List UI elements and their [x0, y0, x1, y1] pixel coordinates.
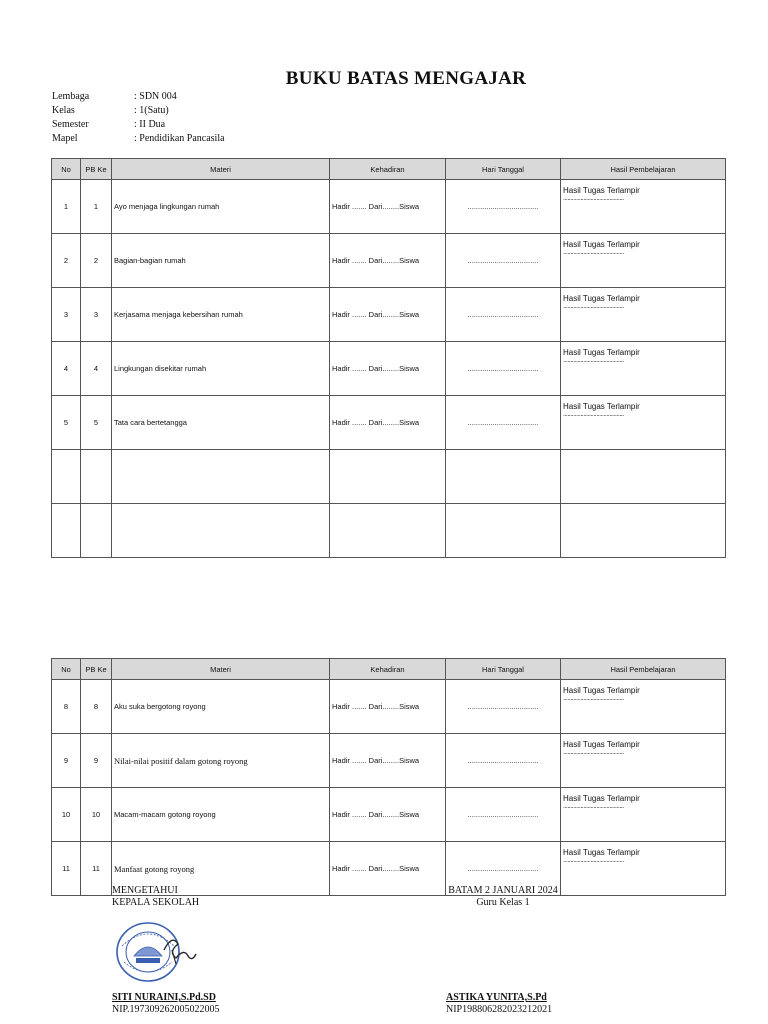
- cell-hasil: [561, 450, 726, 504]
- table-row: [52, 234, 726, 288]
- table-row: [52, 734, 726, 788]
- cell-pb: 3: [81, 288, 112, 342]
- hasil-label: Hasil Tugas Terlampir: [563, 402, 640, 411]
- cell-hasil: [561, 680, 726, 734]
- cell-no: 2: [52, 234, 81, 288]
- hasil-label: Hasil Tugas Terlampir: [563, 186, 640, 195]
- cell-materi: Bagian-bagian rumah: [112, 234, 330, 288]
- cell-kehadiran: Hadir ....... Dari........Siswa: [330, 788, 446, 842]
- hasil-dots: ..........................................: [563, 749, 624, 756]
- cell-pb: 5: [81, 396, 112, 450]
- teaching-table-1: [51, 158, 726, 558]
- teaching-table-2: [51, 658, 726, 896]
- hasil-dots: ..........................................: [563, 303, 624, 310]
- cell-no: 10: [52, 788, 81, 842]
- cell-hasil: [561, 288, 726, 342]
- hasil-label: Hasil Tugas Terlampir: [563, 348, 640, 357]
- cell-pb: 8: [81, 680, 112, 734]
- cell-tanggal: [446, 504, 561, 558]
- table-row: [52, 288, 726, 342]
- column-header: Kehadiran: [330, 659, 446, 680]
- cell-kehadiran: Hadir ....... Dari........Siswa: [330, 288, 446, 342]
- cell-pb: [81, 450, 112, 504]
- cell-kehadiran: [330, 450, 446, 504]
- cell-kehadiran: Hadir ....... Dari........Siswa: [330, 680, 446, 734]
- cell-tanggal: ..................................: [446, 734, 561, 788]
- table-row: [52, 396, 726, 450]
- column-header: Kehadiran: [330, 159, 446, 180]
- cell-kehadiran: Hadir ....... Dari........Siswa: [330, 734, 446, 788]
- cell-materi: [112, 504, 330, 558]
- column-header: Hari Tanggal: [446, 159, 561, 180]
- meta-row-mapel: Mapel : Pendidikan Pancasila: [52, 133, 225, 144]
- table-row: [52, 180, 726, 234]
- cell-kehadiran: [330, 504, 446, 558]
- cell-materi: Lingkungan disekitar rumah: [112, 342, 330, 396]
- cell-no: 1: [52, 180, 81, 234]
- cell-hasil: [561, 842, 726, 896]
- column-header: Hari Tanggal: [446, 659, 561, 680]
- cell-no: 9: [52, 734, 81, 788]
- column-header: Hasil Pembelajaran: [561, 159, 726, 180]
- cell-hasil: [561, 396, 726, 450]
- cell-hasil: [561, 342, 726, 396]
- cell-materi: Kerjasama menjaga kebersihan rumah: [112, 288, 330, 342]
- hasil-label: Hasil Tugas Terlampir: [563, 740, 640, 749]
- meta-info: [52, 90, 225, 146]
- column-header: Materi: [112, 659, 330, 680]
- column-header: PB Ke: [81, 159, 112, 180]
- hasil-dots: ..........................................: [563, 411, 624, 418]
- table-header-row: [52, 659, 726, 680]
- school-stamp-icon: [114, 920, 198, 984]
- column-header: No: [52, 659, 81, 680]
- cell-materi: Nilai-nilai positif dalam gotong royong: [112, 734, 330, 788]
- cell-pb: 11: [81, 842, 112, 896]
- cell-kehadiran: Hadir ....... Dari........Siswa: [330, 342, 446, 396]
- cell-hasil: [561, 734, 726, 788]
- hasil-dots: ..........................................: [563, 195, 624, 202]
- cell-tanggal: ..................................: [446, 842, 561, 896]
- cell-tanggal: ..................................: [446, 288, 561, 342]
- cell-no: 4: [52, 342, 81, 396]
- cell-kehadiran: Hadir ....... Dari........Siswa: [330, 396, 446, 450]
- cell-tanggal: ..................................: [446, 342, 561, 396]
- cell-hasil: [561, 180, 726, 234]
- document-title: BUKU BATAS MENGAJAR: [285, 68, 527, 89]
- cell-pb: [81, 504, 112, 558]
- hasil-label: Hasil Tugas Terlampir: [563, 794, 640, 803]
- cell-hasil: [561, 504, 726, 558]
- table-row: [52, 680, 726, 734]
- cell-hasil: [561, 788, 726, 842]
- cell-tanggal: [446, 450, 561, 504]
- cell-no: 3: [52, 288, 81, 342]
- hasil-label: Hasil Tugas Terlampir: [563, 240, 640, 249]
- table-row: [52, 450, 726, 504]
- table-row: [52, 788, 726, 842]
- cell-pb: 4: [81, 342, 112, 396]
- cell-pb: 1: [81, 180, 112, 234]
- cell-pb: 9: [81, 734, 112, 788]
- hasil-dots: ..........................................: [563, 857, 624, 864]
- table-row: [52, 342, 726, 396]
- meta-row-lembaga: Lembaga : SDN 004: [52, 91, 177, 102]
- cell-kehadiran: Hadir ....... Dari........Siswa: [330, 842, 446, 896]
- cell-materi: Aku suka bergotong royong: [112, 680, 330, 734]
- signature-right-name: ASTIKA YUNITA,S.Pd NIP198806282023212021: [446, 992, 553, 1015]
- cell-kehadiran: Hadir ....... Dari........Siswa: [330, 234, 446, 288]
- column-header: Materi: [112, 159, 330, 180]
- column-header: PB Ke: [81, 659, 112, 680]
- cell-pb: 2: [81, 234, 112, 288]
- cell-tanggal: ..................................: [446, 396, 561, 450]
- cell-no: [52, 450, 81, 504]
- cell-tanggal: ..................................: [446, 788, 561, 842]
- table-row: [52, 504, 726, 558]
- cell-materi: Tata cara bertetangga: [112, 396, 330, 450]
- signature-right: BATAM 2 JANUARI 2024 Guru Kelas 1: [448, 885, 558, 908]
- cell-no: 11: [52, 842, 81, 896]
- cell-tanggal: ..................................: [446, 680, 561, 734]
- cell-hasil: [561, 234, 726, 288]
- cell-materi: Ayo menjaga lingkungan rumah: [112, 180, 330, 234]
- column-header: Hasil Pembelajaran: [561, 659, 726, 680]
- hasil-dots: ..........................................: [563, 357, 624, 364]
- cell-no: 8: [52, 680, 81, 734]
- cell-no: 5: [52, 396, 81, 450]
- cell-materi: [112, 450, 330, 504]
- hasil-dots: ..........................................: [563, 249, 624, 256]
- signature-left: MENGETAHUI KEPALA SEKOLAH: [112, 885, 200, 908]
- table-header-row: [52, 159, 726, 180]
- cell-materi: Manfaat gotong royong: [112, 842, 330, 896]
- meta-row-kelas: Kelas : 1(Satu): [52, 105, 169, 116]
- hasil-label: Hasil Tugas Terlampir: [563, 848, 640, 857]
- meta-row-semester: Semester : II Dua: [52, 119, 166, 130]
- hasil-dots: ..........................................: [563, 803, 624, 810]
- cell-kehadiran: Hadir ....... Dari........Siswa: [330, 180, 446, 234]
- column-header: No: [52, 159, 81, 180]
- hasil-label: Hasil Tugas Terlampir: [563, 686, 640, 695]
- hasil-label: Hasil Tugas Terlampir: [563, 294, 640, 303]
- signature-left-name: SITI NURAINI,S.Pd.SD NIP.197309262005022005: [112, 992, 220, 1015]
- cell-tanggal: ..................................: [446, 234, 561, 288]
- cell-no: [52, 504, 81, 558]
- cell-tanggal: ..................................: [446, 180, 561, 234]
- hasil-dots: ..........................................: [563, 695, 624, 702]
- cell-pb: 10: [81, 788, 112, 842]
- cell-materi: Macam-macam gotong royong: [112, 788, 330, 842]
